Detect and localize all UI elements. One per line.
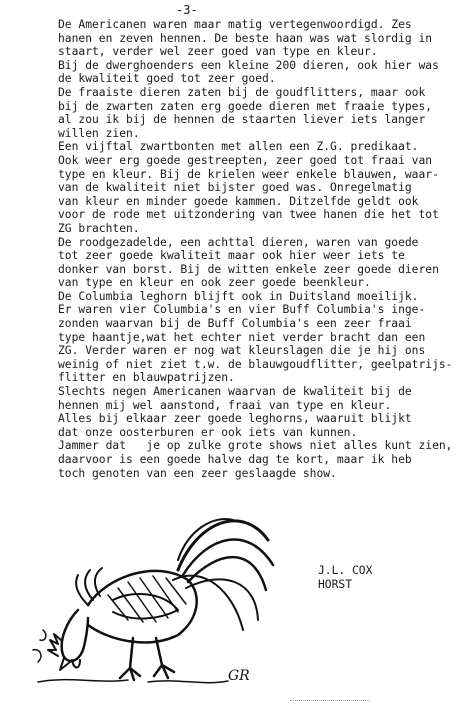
text-line: donker van borst. Bij de witten enkele zeer goede dieren xyxy=(58,262,439,276)
text-line: Er waren vier Columbia's en vier Buff Columbia's inge- xyxy=(58,303,426,317)
signature-block xyxy=(318,564,372,592)
text-line: van type en kleur en ook zeer goede beenkleur. xyxy=(58,276,371,290)
text-line: dat onze oosterburen er ook iets van kunnen. xyxy=(58,425,358,439)
text-line: Een vijftal zwartbonten met allen een Z.G. predikaat. xyxy=(58,140,419,154)
text-line: al zou ik bij de hennen de staarten liever iets langer xyxy=(58,113,426,127)
rooster-drawing xyxy=(28,500,290,690)
text-line: Alles bij elkaar zeer goede leghorns, waaruit blijkt xyxy=(58,412,412,426)
text-line: van de kwaliteit niet bijster goed was. Onregelmatig xyxy=(58,181,412,195)
text-line: hennen mij wel aanstond, fraai van type en kleur. xyxy=(58,398,392,412)
author-place: HORST xyxy=(318,578,353,591)
text-line: weinig of niet ziet t.w. de blauwgoudflitter, geelpatrijs- xyxy=(58,357,453,371)
text-line: hanen en zeven hennen. De beste haan was wat slordig in xyxy=(58,31,433,45)
text-line: ZG. Verder waren er nog wat kleurslagen die je hij ons xyxy=(58,344,426,358)
text-line: De fraaiste dieren zaten bij de goudflitters, maar ook xyxy=(58,85,426,99)
text-line: flitter en blauwpatrijzen. xyxy=(58,371,235,385)
text-line: type en kleur. Bij de krielen weer enkele blauwen, waar- xyxy=(58,167,439,181)
text-line: Jammer dat je op zulke grote shows niet alles kunt zien, xyxy=(58,439,453,453)
text-line: ZG brachten. xyxy=(58,221,140,235)
page-number: -3- xyxy=(176,3,198,17)
text-line: zonden waarvan bij de Buff Columbia's een zeer fraai xyxy=(58,317,412,331)
text-line: Slechts negen Americanen waarvan de kwaliteit bij de xyxy=(58,385,412,399)
text-line: Ook weer erg goede gestreepten, zeer goed tot fraai van xyxy=(58,153,433,167)
text-line: voor de rode met uitzondering van twee hanen die het tot xyxy=(58,208,439,222)
author-name: J.L. COX xyxy=(318,564,373,577)
text-line: De Americanen waren maar matig vertegenwoordigd. Zes xyxy=(58,18,412,31)
text-line: De Columbia leghorn blijft ook in Duitsland moeilijk. xyxy=(58,289,419,303)
text-line: van kleur en minder goede kammen. Ditzelfde geldt ook xyxy=(58,194,419,208)
text-line: toch genoten van een zeer geslaagde show. xyxy=(58,466,337,480)
text-line: daarvoor is een goede halve dag te kort, maar ik heb xyxy=(58,453,412,466)
footer-rule xyxy=(290,700,370,704)
text-line: bij de zwarten zaten erg goede dieren met fraaie types, xyxy=(58,99,433,113)
text-line: willen zien. xyxy=(58,126,140,140)
text-line: tot zeer goede kwaliteit maar ook hier weer iets te xyxy=(58,249,405,263)
article-body xyxy=(58,18,468,480)
text-line: Bij de dwerghoenders een kleine 200 dieren, ook hier was xyxy=(58,58,439,72)
text-line: de kwaliteit goed tot zeer goed. xyxy=(58,72,276,86)
artist-monogram: GR xyxy=(228,668,250,684)
text-line: type haantje,wat het echter niet verder bracht dan een xyxy=(58,330,426,344)
rooster-sketch-icon xyxy=(28,500,290,690)
text-line: staart, verder wel zeer goed van type en kleur. xyxy=(58,45,378,59)
text-line: De roodgezadelde, een achttal dieren, waren van goede xyxy=(58,235,419,249)
